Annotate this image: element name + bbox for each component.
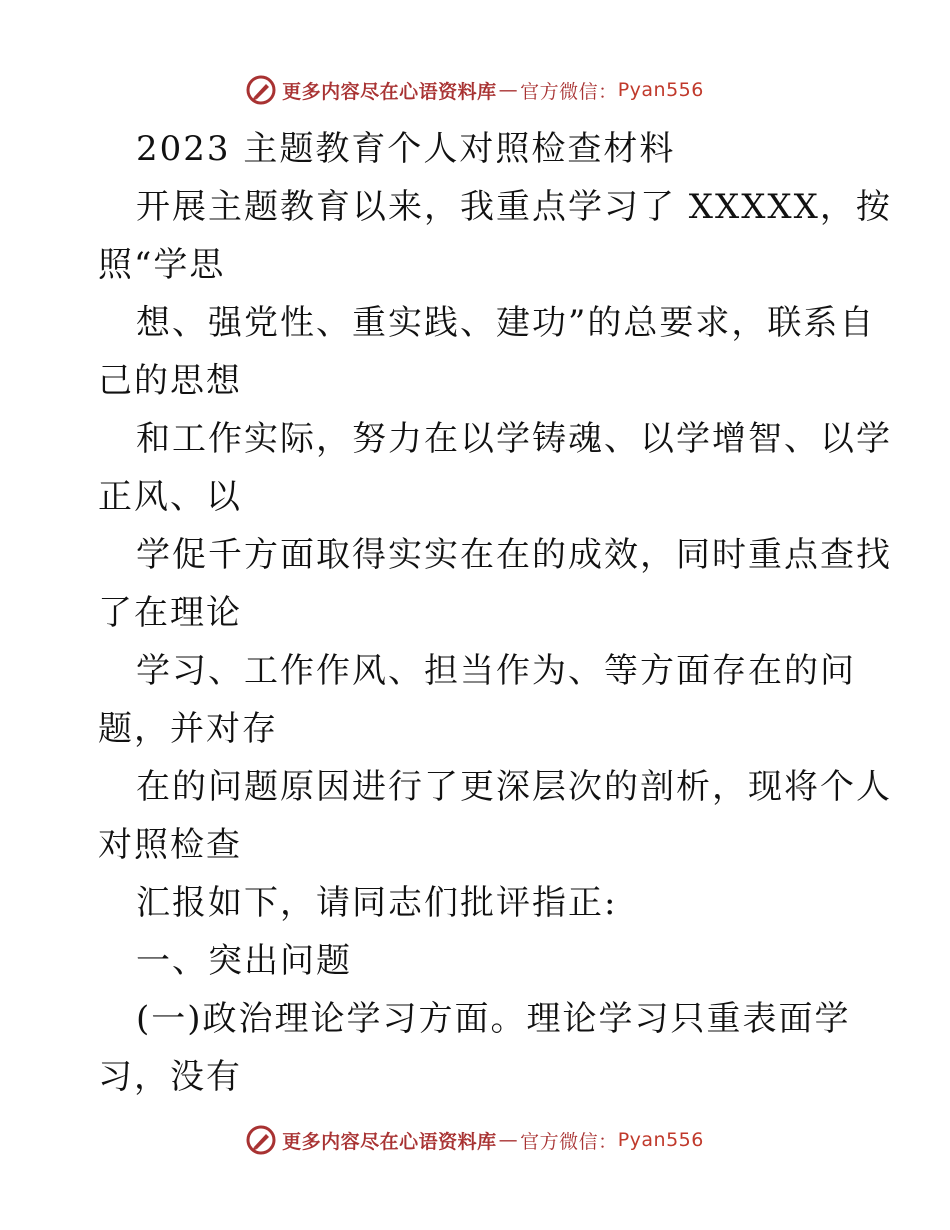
text-line: 学习、工作作风、担当作为、等方面存在的问 <box>136 651 856 691</box>
text-line: 对照检查 <box>98 825 242 865</box>
text-line: 和工作实际，努力在以学铸魂、以学增智、以学 <box>136 419 892 459</box>
watermark-banner-top <box>0 70 950 110</box>
pen-logo-icon <box>246 75 276 105</box>
watermark-dash: — <box>498 79 519 101</box>
watermark-handle: Pyan556 <box>617 79 704 101</box>
document-body <box>98 120 892 1106</box>
text-line: 学促千方面取得实实在在的成效，同时重点查找 <box>136 535 892 575</box>
text-line: 开展主题教育以来，我重点学习了 XXXXX，按 <box>136 187 892 227</box>
text-line: 己的思想 <box>98 361 242 401</box>
watermark-brand: 更多内容尽在心语资料库 <box>282 80 497 103</box>
text-line: 照“学思 <box>98 245 226 285</box>
subsection-heading: (一)政治理论学习方面。理论学习只重表面学 <box>136 999 851 1039</box>
watermark-handle: Pyan556 <box>617 1129 704 1151</box>
text-line: 正风、以 <box>98 477 242 517</box>
text-line: 汇报如下，请同志们批评指正: <box>136 883 618 923</box>
watermark-banner-bottom <box>0 1120 950 1160</box>
text-line: 想、强党性、重实践、建功”的总要求，联系自 <box>136 303 876 343</box>
watermark-brand: 更多内容尽在心语资料库 <box>282 1130 497 1153</box>
text-line: 习，没有 <box>98 1057 242 1097</box>
section-heading: 一、突出问题 <box>136 941 352 981</box>
text-line: 在的问题原因进行了更深层次的剖析，现将个人 <box>136 767 892 807</box>
watermark-wechat-label: 官方微信： <box>520 80 618 103</box>
text-line: 了在理论 <box>98 593 242 633</box>
pen-logo-icon <box>246 1125 276 1155</box>
text-line: 题，并对存 <box>98 709 278 749</box>
watermark-wechat-label: 官方微信： <box>520 1130 618 1153</box>
document-title: 2023 主题教育个人对照检查材料 <box>136 129 676 169</box>
watermark-dash: — <box>498 1129 519 1151</box>
